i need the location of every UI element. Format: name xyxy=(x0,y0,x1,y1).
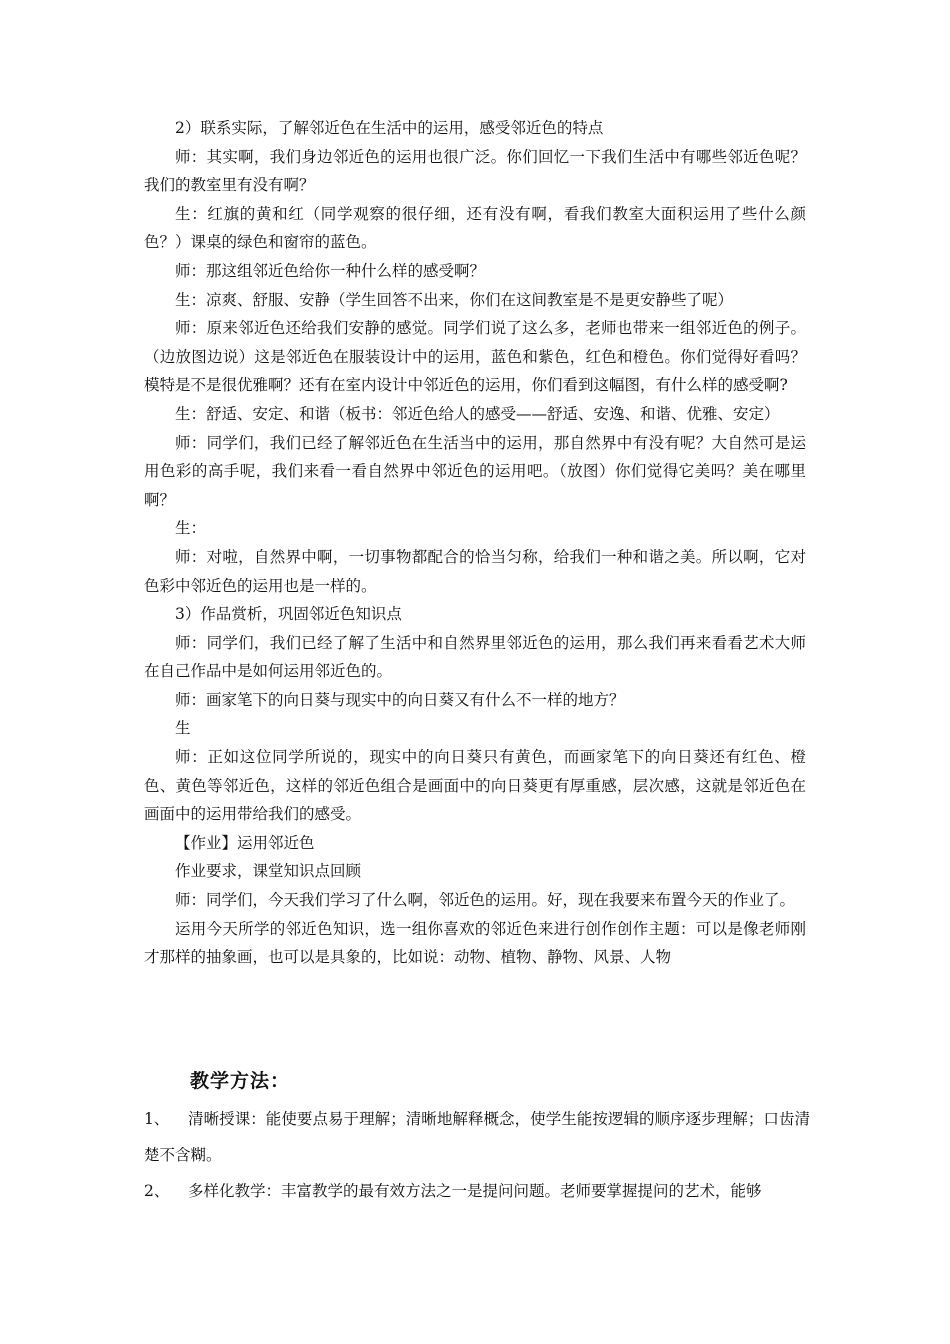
paragraph-teacher: 师：同学们，我们已经了解了生活中和自然界里邻近色的运用，那么我们再来看看艺术大师在自己作品中是如何运用邻近色的。 xyxy=(144,633,806,681)
paragraph-homework-heading: 【作业】运用邻近色 xyxy=(175,833,315,852)
paragraph-homework-detail: 运用今天所学的邻近色知识，选一组你喜欢的邻近色来进行创作创作主题：可以是像老师刚才那样的抽象画，也可以是具象的，比如说：动物、植物、静物、风景、人物 xyxy=(144,919,806,967)
method-item xyxy=(144,1173,810,1209)
method-number: 1、 xyxy=(144,1110,170,1128)
method-number: 2、 xyxy=(144,1182,170,1200)
paragraph-teacher: 师：画家笔下的向日葵与现实中的向日葵又有什么不一样的地方？ xyxy=(175,690,625,709)
paragraph-student: 生：凉爽、舒服、安静（学生回答不出来，你们在这间教室是不是更安静些了呢） xyxy=(175,290,734,309)
method-text: 清晰授课：能使要点易于理解；清晰地解释概念，使学生能按逻辑的顺序逐步理解；口齿清楚不含糊。 xyxy=(144,1110,810,1164)
paragraph-teacher: 师：同学们，今天我们学习了什么啊，邻近色的运用。好，现在我要来布置今天的作业了。 xyxy=(175,891,796,910)
method-item xyxy=(144,1101,810,1173)
teaching-methods-list xyxy=(144,1101,810,1209)
paragraph-teacher: 师：对啦，自然界中啊，一切事物都配合的恰当匀称，给我们一种和谐之美。所以啊，它对色彩中邻近色的运用也是一样的。 xyxy=(144,547,806,595)
paragraph-student: 生 xyxy=(175,719,191,738)
method-text: 多样化教学：丰富教学的最有效方法之一是提问问题。老师要掌握提问的艺术，能够 xyxy=(188,1182,762,1200)
teaching-methods-heading: 教学方法： xyxy=(190,1070,291,1092)
paragraph-student: 生：舒适、安定、和谐（板书：邻近色给人的感受——舒适、安逸、和谐、优雅、安定） xyxy=(175,404,780,423)
paragraph-teacher: 师：正如这位同学所说的，现实中的向日葵只有黄色，而画家笔下的向日葵还有红色、橙色、黄色等邻近色，这样的邻近色组合是画面中的向日葵更有厚重感，层次感，这就是邻近色在画面中的运用带给我们的感受。 xyxy=(144,748,806,824)
paragraph-teacher: 师：那这组邻近色给你一种什么样的感受啊？ xyxy=(175,261,486,280)
paragraph-student: 生：红旗的黄和红（同学观察的很仔细，还有没有啊，看我们教室大面积运用了些什么颜色？）课桌的绿色和窗帘的蓝色。 xyxy=(144,204,806,252)
paragraph-student: 生： xyxy=(175,519,207,538)
paragraph-section-2-heading: 2）联系实际，了解邻近色在生活中的运用，感受邻近色的特点 xyxy=(175,119,604,137)
paragraph-homework-requirement: 作业要求，课堂知识点回顾 xyxy=(175,862,362,881)
paragraph-section-3-heading: 3）作品赏析，巩固邻近色知识点 xyxy=(175,605,402,624)
lesson-body xyxy=(144,114,806,972)
paragraph-teacher: 师：其实啊，我们身边邻近色的运用也很广泛。你们回忆一下我们生活中有哪些邻近色呢？我们的教室里有没有啊？ xyxy=(144,147,806,195)
paragraph-teacher: 师：原来邻近色还给我们安静的感觉。同学们说了这么多，老师也带来一组邻近色的例子。（边放图边说）这是邻近色在服装设计中的运用，蓝色和紫色，红色和橙色。你们觉得好看吗？模特是不是很优雅啊？还有在室内设计中邻近色的运用，你们看到这幅图，有什么样的感受啊? xyxy=(144,319,806,395)
paragraph-teacher: 师：同学们，我们已经了解邻近色在生活当中的运用，那自然界中有没有呢？大自然可是运用色彩的高手呢，我们来看一看自然界中邻近色的运用吧。（放图）你们觉得它美吗？美在哪里啊？ xyxy=(144,433,806,509)
